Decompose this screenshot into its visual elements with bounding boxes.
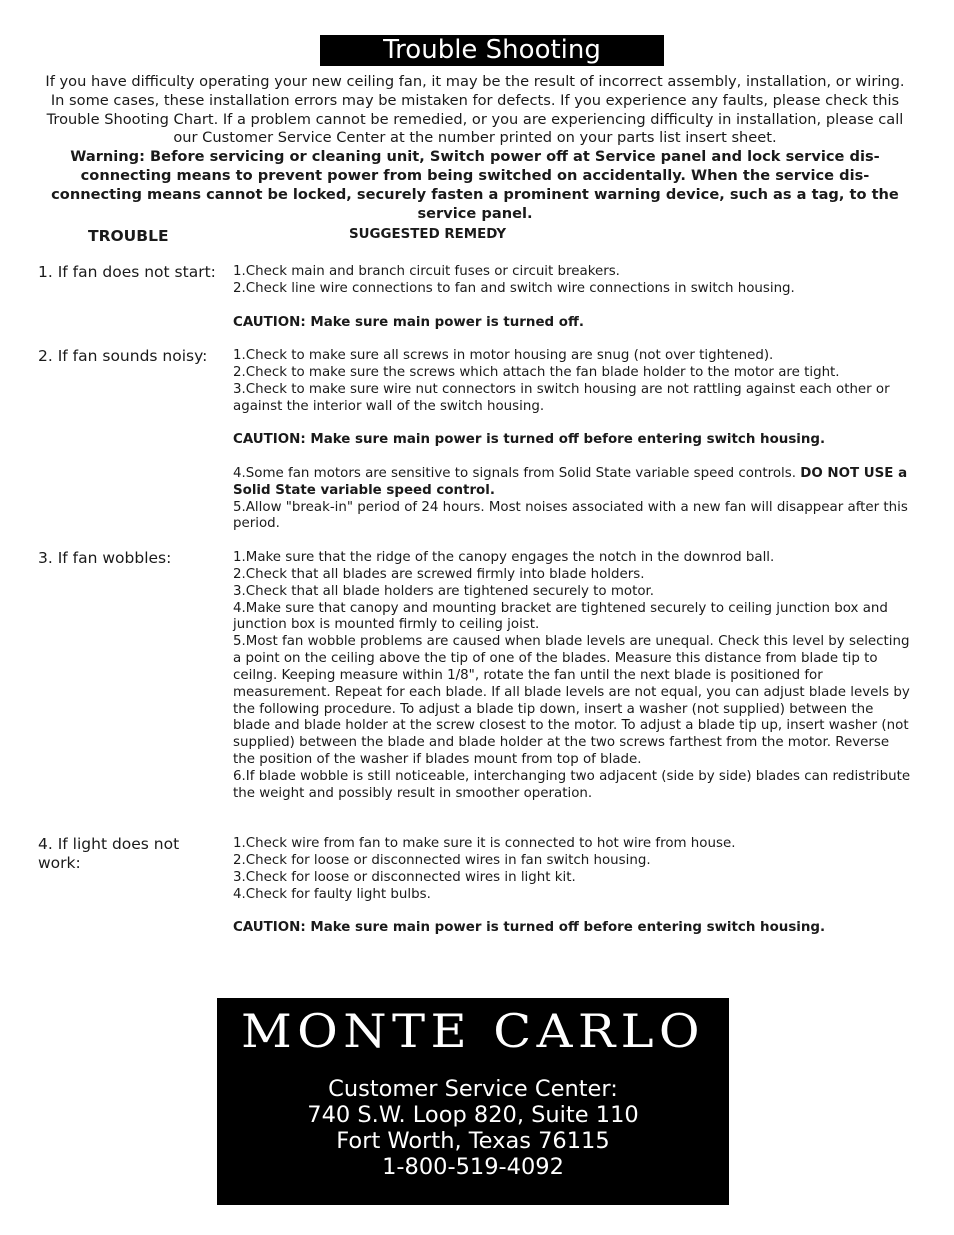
remedy-block-4 — [233, 836, 913, 937]
caution-text: CAUTION: Make sure main power is turned off before entering switch housing. — [233, 432, 826, 448]
trouble-item-4: 4. If light does not work: — [38, 835, 180, 872]
remedy-line: 2.Check that all blades are screwed firmly into blade holders. — [233, 566, 645, 582]
svg-text:MONTE CARLO: MONTE CARLO — [241, 1004, 705, 1058]
remedy-line: 3.Check that all blade holders are tightened securely to motor. — [233, 583, 655, 599]
page-title: Trouble Shooting — [320, 35, 664, 66]
trouble-item-3: 3. If fan wobbles: — [38, 549, 172, 567]
remedy-line: 1.Check to make sure all screws in motor housing are snug (not over tightened). — [233, 348, 774, 363]
remedy-line: 1.Make sure that the ridge of the canopy engages the notch in the downrod ball. — [233, 550, 775, 565]
remedy-line: 3.Check for loose or disconnected wires in light kit. — [233, 869, 576, 885]
remedy-line: 2.Check for loose or disconnected wires in fan switch housing. — [233, 852, 651, 868]
trouble-item-2: 2. If fan sounds noisy: — [38, 347, 208, 365]
remedy-line: 2.Check line wire connections to fan and switch wire connections in switch housing. — [233, 280, 795, 296]
caution-text: CAUTION: Make sure main power is turned off before entering switch housing. — [233, 920, 826, 936]
remedy-line: 4.Make sure that canopy and mounting bracket are tightened securely to ceiling junction box and junction box is mounted firmly to ceiling joist. — [233, 600, 888, 633]
warning-text: Warning: Before servicing or cleaning unit, Switch power off at Service panel and lock service dis-connecting means to prevent power from being switched on accidentally. When the service dis-connecting means cannot be locked, securely fasten a prominent warning device, such as a tag, to the service panel. — [51, 148, 899, 222]
remedy-line: 1.Check wire from fan to make sure it is connected to hot wire from house. — [233, 836, 736, 851]
remedy-block-3 — [233, 550, 913, 803]
caution-text: CAUTION: Make sure main power is turned off. — [233, 314, 584, 330]
customer-service-contact — [217, 1076, 729, 1180]
remedy-line: 4.Some fan motors are sensitive to signals from Solid State variable speed controls. DO NOT USE a Solid State variable speed control. — [233, 465, 908, 498]
intro-text: If you have difficulty operating your new ceiling fan, it may be the result of incorrect assembly, installation, or wiring. In some cases, these installation errors may be mistaken for defects. If you experience any faults, please check this Trouble Shooting Chart. If a problem cannot be remedied, or you are experiencing difficulty in installation, please call our Customer Service Center at the number printed on your parts list insert sheet. — [45, 73, 905, 147]
remedy-line: 6.If blade wobble is still noticeable, interchanging two adjacent (side by side) blades can redistribute the weight and possibly result in smoother operation. — [233, 768, 911, 801]
remedy-line: 5.Allow "break-in" period of 24 hours. Most noises associated with a new fan will disappear after this period. — [233, 499, 908, 532]
contact-address-line-2: Fort Worth, Texas 76115 — [336, 1128, 610, 1154]
trouble-item-1: 1. If fan does not start: — [38, 263, 216, 281]
remedy-block-2 — [233, 348, 913, 533]
remedy-line: 5.Most fan wobble problems are caused when blade levels are unequal. Check this level by selecting a point on the ceiling above the tip of one of the blades. Measure this distance from blade tip to ceilng. Keeping measure within 1/8", rotate the fan until the next blade is positioned for measurement. Repeat for each blade. If all blade levels are not equal, you can adjust blade levels by the following procedure. To adjust a blade tip down, insert a washer (not supplied) between the blade and blade holder at the screw closest to the motor. To adjust a blade tip up, insert washer (not supplied) between the blade and blade holder at the two screws farthest from the motor. Reverse the position of the washer if blades mount from top of blade. — [233, 634, 910, 768]
column-header-trouble: TROUBLE — [88, 227, 169, 245]
remedy-block-1 — [233, 264, 913, 331]
brand-panel — [217, 998, 729, 1205]
remedy-line: 1.Check main and branch circuit fuses or circuit breakers. — [233, 264, 620, 279]
contact-phone: 1-800-519-4092 — [382, 1154, 564, 1180]
remedy-line: 4.Check for faulty light bulbs. — [233, 886, 431, 902]
contact-heading: Customer Service Center: — [328, 1076, 618, 1102]
remedy-line: 2.Check to make sure the screws which attach the fan blade holder to the motor are tight. — [233, 364, 840, 380]
do-not-use-warning: DO NOT USE a Solid State variable speed control. — [233, 465, 908, 498]
intro-block — [38, 73, 912, 223]
column-header-remedy: SUGGESTED REMEDY — [349, 227, 507, 242]
monte-carlo-logo — [237, 1002, 709, 1060]
remedy-line: 3.Check to make sure wire nut connectors in switch housing are not rattling against each other or against the interior wall of the switch housing. — [233, 381, 890, 414]
contact-address-line-1: 740 S.W. Loop 820, Suite 110 — [307, 1102, 639, 1128]
